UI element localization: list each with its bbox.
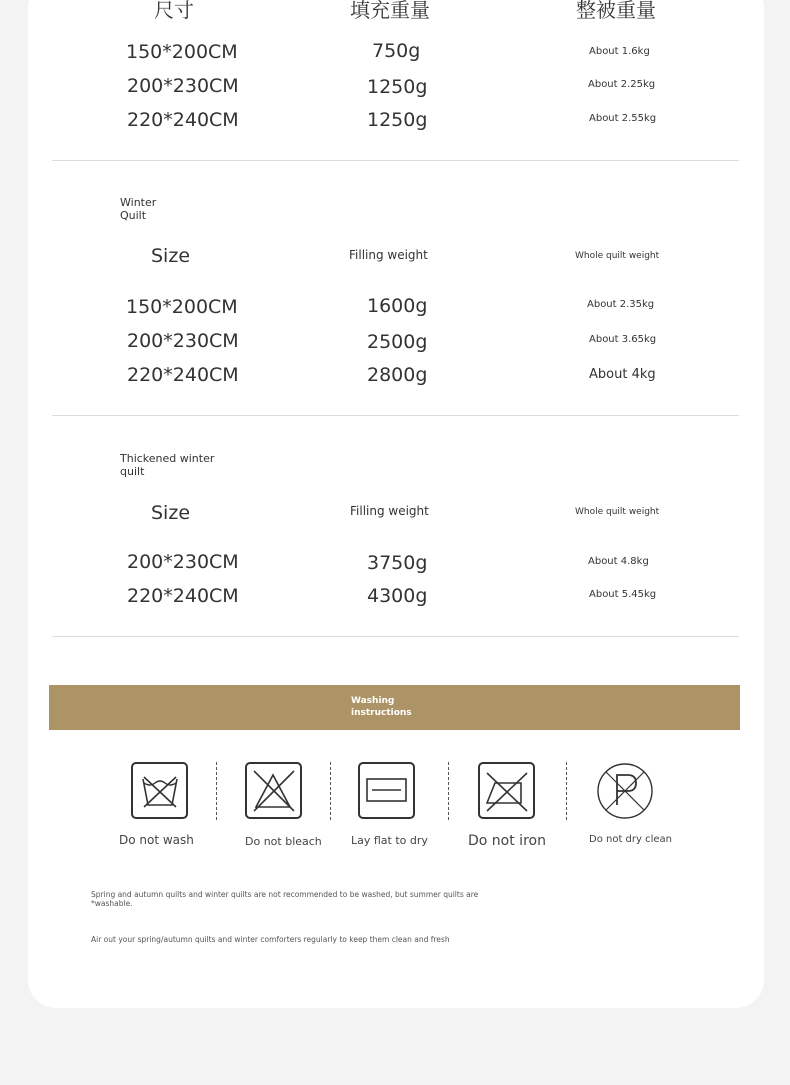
filling-cell: 2800g [367, 364, 428, 386]
whole-weight-cell: About 4kg [589, 367, 656, 382]
section-title: Winter Quilt [120, 196, 157, 222]
filling-cell: 3750g [367, 552, 428, 574]
do-not-wash-label: Do not wash [119, 833, 194, 847]
filling-cell: 2500g [367, 331, 428, 353]
size-cell: 150*200CM [126, 296, 238, 318]
size-cell: 200*230CM [127, 75, 239, 97]
do-not-iron-icon [477, 761, 537, 821]
size-cell: 200*230CM [127, 551, 239, 573]
whole-weight-cell: About 1.6kg [589, 46, 650, 57]
size-header: 尺寸 [154, 0, 194, 22]
size-cell: 220*240CM [127, 585, 239, 607]
icon-separator [566, 762, 567, 820]
do-not-iron-label: Do not iron [468, 833, 546, 849]
filling-weight-header: Filling weight [350, 504, 429, 518]
size-cell: 220*240CM [127, 364, 239, 386]
size-header: Size [151, 245, 191, 267]
do-not-bleach-icon [244, 761, 304, 821]
whole-weight-cell: About 5.45kg [589, 589, 657, 600]
washing-instructions-title: Washing instructions [351, 696, 412, 718]
filling-weight-header: Filling weight [349, 248, 428, 262]
section-divider [52, 415, 739, 416]
filling-cell: 1600g [367, 295, 428, 317]
whole-weight-cell: About 3.65kg [589, 334, 657, 345]
size-cell: 220*240CM [127, 109, 239, 131]
whole-weight-cell: About 2.55kg [589, 113, 657, 124]
washing-note: Spring and autumn quilts and winter quilts are not recommended to be washed, but summer quilts are *washable. [91, 890, 479, 908]
filling-cell: 750g [372, 40, 421, 62]
size-header: Size [151, 502, 191, 524]
whole-weight-cell: About 2.35kg [587, 299, 655, 310]
filling-cell: 4300g [367, 585, 428, 607]
size-cell: 200*230CM [127, 330, 239, 352]
care-note: Air out your spring/autumn quilts and winter comforters regularly to keep them clean and fresh [91, 935, 450, 944]
icon-separator [448, 762, 449, 820]
whole-weight-cell: About 2.25kg [588, 79, 656, 90]
do-not-bleach-label: Do not bleach [245, 835, 322, 848]
filling-weight-header: 填充重量 [350, 0, 430, 22]
section-divider [52, 636, 739, 637]
do-not-wash-icon [130, 761, 190, 821]
icon-separator [216, 762, 217, 820]
icon-separator [330, 762, 331, 820]
section-divider [52, 160, 739, 161]
filling-cell: 1250g [367, 76, 428, 98]
lay-flat-to-dry-icon [357, 761, 417, 821]
section-title: Thickened winter quilt [120, 452, 215, 478]
whole-quilt-weight-header: 整被重量 [576, 0, 656, 22]
lay-flat-to-dry-label: Lay flat to dry [351, 834, 428, 847]
do-not-dry-clean-label: Do not dry clean [589, 834, 673, 845]
whole-quilt-weight-header: Whole quilt weight [575, 507, 660, 517]
whole-quilt-weight-header: Whole quilt weight [575, 251, 660, 261]
whole-weight-cell: About 4.8kg [588, 556, 649, 567]
size-cell: 150*200CM [126, 41, 238, 63]
do-not-dry-clean-icon [596, 761, 656, 821]
filling-cell: 1250g [367, 109, 428, 131]
